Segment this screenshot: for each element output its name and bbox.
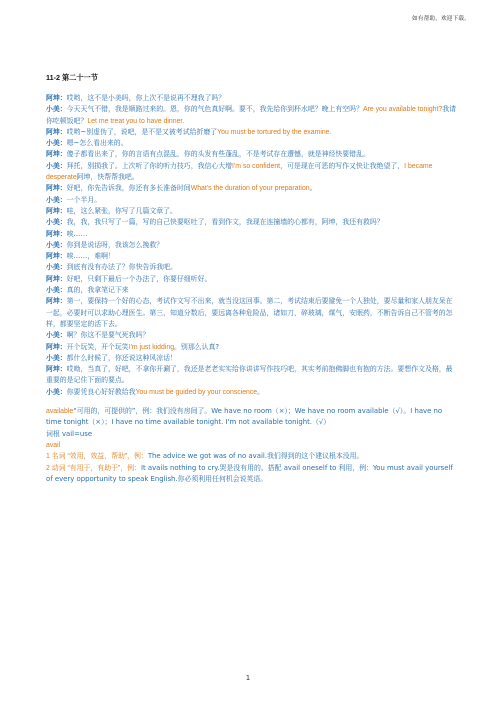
- dialogue-text: 傻子都看出来了，你的言语有点混乱，你的头发有些蓬乱，不是考试存在遭憾，就是神经快要错乱。: [66, 150, 370, 159]
- english-phrase: What's the duration of your preparation: [190, 185, 310, 193]
- vocab-line: [46, 406, 458, 429]
- speaker-name: 阿坤：: [46, 252, 67, 261]
- speaker-name: 阿坤：: [46, 229, 67, 238]
- vocab-explanation: “可用的，可提供的”，例：我们没有房间了。We have no room（×）；We have no room available（√）。I have no time tonight（×）；I have no time available tonight. I'm not available tonight.（√）: [46, 407, 443, 427]
- vocab-line: [46, 440, 458, 451]
- speaker-name: 阿坤：: [46, 184, 67, 193]
- dialogue-text: 哇，这么紧张，你写了几篇文章了。: [66, 206, 177, 215]
- dialogue-text: 啊？你这不是要气死我吗？: [66, 331, 150, 340]
- dialogue-text: 到底有没有办法了？你快告诉我吧。: [66, 263, 177, 272]
- dialogue-line: [46, 330, 458, 341]
- section-title: 11-2 第二十一节: [46, 73, 98, 82]
- english-phrase: Let me treat you to have dinner.: [87, 117, 185, 125]
- dialogue-text: 你要凭良心好好教给我: [66, 387, 136, 396]
- speaker-name: 小美：: [46, 353, 67, 362]
- speaker-name: 阿坤：: [46, 127, 67, 136]
- dialogue-block: [46, 93, 458, 398]
- vocab-term: avail: [46, 441, 61, 449]
- dialogue-line: [46, 240, 458, 251]
- speaker-name: 阿坤：: [46, 274, 67, 283]
- dialogue-text: 好吧，你先告诉我，你还有多长准备时间: [66, 184, 191, 193]
- speaker-name: 阿坤：: [46, 342, 67, 351]
- dialogue-line: [46, 183, 458, 194]
- dialogue-text: 都什么时候了，你还说这种风凉话！: [66, 353, 177, 362]
- dialogue-line: [46, 93, 458, 104]
- english-phrase: Are you available tonight?: [362, 106, 443, 114]
- speaker-name: 小美：: [46, 218, 67, 227]
- speaker-name: 小美：: [46, 161, 67, 170]
- speaker-name: 小美：: [46, 195, 67, 204]
- dialogue-line: [46, 127, 458, 138]
- speaker-name: 阿坤：: [46, 206, 67, 215]
- dialogue-text: 一个半月。: [66, 195, 102, 204]
- vocab-explanation: 词根 vail=use: [46, 429, 93, 438]
- speaker-name: 小美：: [46, 286, 67, 295]
- vocab-line: [46, 463, 458, 486]
- dialogue-line: [46, 251, 458, 262]
- dialogue-text: 好吧，只剩下最后一个办法了，你要仔细听好。: [66, 274, 212, 283]
- page-number: 1: [245, 674, 251, 682]
- vocab-explanation: The advice we got was of no avail.我们得到的这个建议根本没用。: [147, 452, 364, 461]
- dialogue-line: [46, 353, 458, 364]
- speaker-name: 小美：: [46, 263, 67, 272]
- dialogue-text: 我，我，我只写了一篇，写的自己快要呕吐了，看到作文，我现在连撞墙的心都有，阿坤，我还有救吗？: [66, 218, 384, 227]
- dialogue-text: 。: [309, 184, 317, 193]
- dialogue-text: 今天天气不错，我是顺路过来的。恩，你的气色真好啊。要不，我先给你到杯水吧？晚上有空吗？: [66, 105, 363, 114]
- dialogue-text: 唉……: [66, 229, 88, 238]
- vocab-line: [46, 451, 458, 462]
- dialogue-text: 哎哟~别虚伪了，说吧，是不是又被考试给折磨了: [66, 127, 218, 136]
- dialogue-text: 嗯~怎么看出来的。: [66, 139, 128, 148]
- dialogue-line: [46, 387, 458, 398]
- dialogue-text: 拜托，别损我了。上次听了你的听力技巧，我信心大增: [66, 161, 233, 170]
- english-phrase: I'm so confident: [232, 162, 281, 170]
- dialogue-line: [46, 217, 458, 228]
- dialogue-line: [46, 149, 458, 160]
- page-header: 如有帮助，欢迎下载。: [412, 16, 470, 22]
- dialogue-text: 唉……，难啊！: [66, 252, 115, 261]
- vocab-term: 2 动词 “有用于，有助于”，例：: [46, 464, 141, 472]
- speaker-name: 小美：: [46, 139, 67, 148]
- english-phrase: You must be guided by your conscience: [135, 388, 258, 396]
- dialogue-text: 哎呦，当真了，好吧，不拿你开涮了，我还是老老实实给你讲讲写作技巧吧，其实考前抱佛脚也有抱的方法。要想作文及格，最重要的是记住下面的要点。: [46, 365, 453, 385]
- dialogue-line: [46, 229, 458, 240]
- spacer: [46, 398, 458, 406]
- dialogue-line: [46, 262, 458, 273]
- vocab-line: [46, 429, 458, 440]
- english-phrase: I'm just kidding: [128, 343, 175, 351]
- dialogue-text: 真的，我拿笔记下来: [66, 286, 129, 295]
- dialogue-line: [46, 138, 458, 149]
- dialogue-text: 开个玩笑，开个玩笑: [66, 342, 129, 351]
- dialogue-text: 。: [257, 387, 265, 396]
- dialogue-text: 。别那么认真?: [174, 342, 220, 351]
- dialogue-text: 哎哟，这不是小美吗，你上次不是说再不理我了吗？: [66, 94, 226, 102]
- vocab-term: 1 名词 “效用，效益，帮助”，例：: [46, 453, 148, 461]
- speaker-name: 阿坤：: [46, 150, 67, 159]
- dialogue-line: [46, 104, 458, 127]
- dialogue-text: 第一，要保持一个好的心态，考试作文写不出来，就当没这回事。第二，考试结束后要避免一个人独处，要尽量和家人朋友呆在一起，必要时可以求助心理医生。第三，知道分数后，要远离各种危险品，诸如刀，碎玻璃，煤气，安眠药，不断告诉自己不管考的怎样，都要坚定的活下去。: [46, 297, 453, 328]
- dialogue-text: 我请你吃顿饭吧？: [46, 105, 457, 125]
- vocab-term: available: [46, 408, 74, 416]
- speaker-name: 小美：: [46, 331, 67, 340]
- english-phrase: I became desperate: [46, 162, 433, 182]
- speaker-name: 小美：: [46, 387, 67, 396]
- document-body: [46, 73, 458, 485]
- dialogue-line: [46, 285, 458, 296]
- speaker-name: 阿坤：: [46, 297, 67, 306]
- speaker-name: 阿坤：: [46, 365, 67, 374]
- dialogue-line: [46, 206, 458, 217]
- english-phrase: You must be tortured by the examine.: [217, 128, 332, 136]
- speaker-name: 小美：: [46, 240, 67, 249]
- vocab-explanation: It avails nothing to cry.哭是没有用的。搭配 avail oneself to 利用，例：You must avail yourself of every opportunity to speak English.你必须利用任何机会说英语。: [46, 463, 453, 483]
- vocab-notes: [46, 406, 458, 485]
- dialogue-line: [46, 296, 458, 330]
- dialogue-line: [46, 342, 458, 353]
- dialogue-line: [46, 195, 458, 206]
- speaker-name: 阿坤：: [46, 94, 67, 102]
- dialogue-line: [46, 274, 458, 285]
- dialogue-line: [46, 161, 458, 184]
- speaker-name: 小美：: [46, 105, 67, 114]
- dialogue-text: 阿坤，快帮帮我吧。: [76, 173, 139, 182]
- dialogue-text: ，可是现在可恶的写作又快让我绝望了，: [280, 161, 405, 170]
- dialogue-line: [46, 364, 458, 387]
- dialogue-text: 你到是说话呀，我该怎么挽救？: [66, 240, 164, 249]
